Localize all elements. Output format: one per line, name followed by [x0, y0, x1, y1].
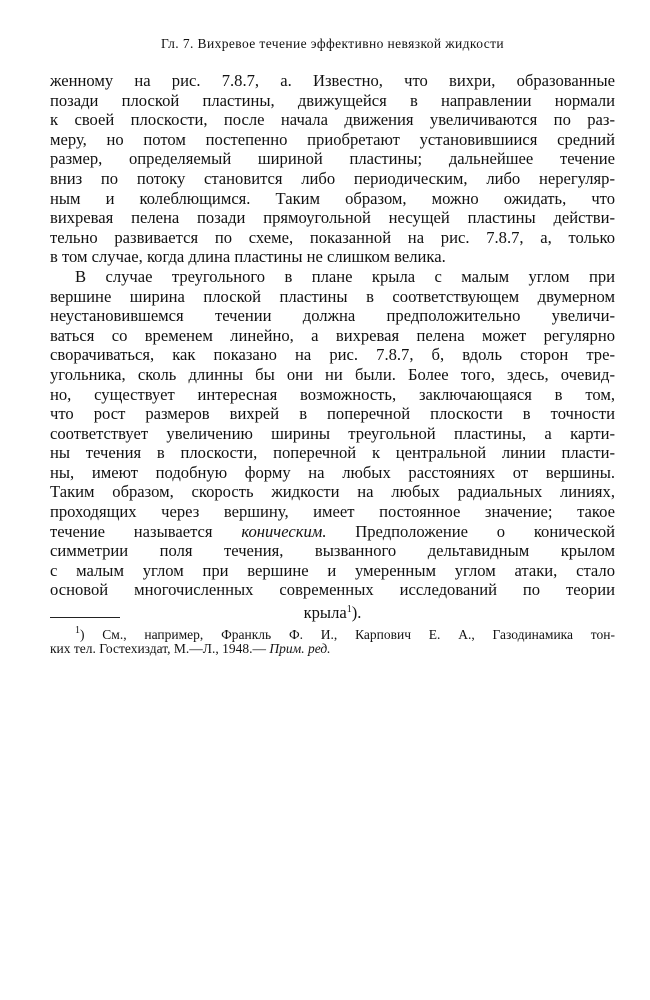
- text-line: ны течения в плоскости, поперечной к центральной линии пласти-: [50, 443, 615, 463]
- text-line: но, существует интересная возможность, заключающаяся в том,: [50, 384, 615, 404]
- text-line: женному на рис. 7.8.7, а. Известно, что вихри, образованные: [50, 71, 615, 90]
- text-line: ны, имеют подобную форму на любых расстояниях от вершины.: [50, 462, 615, 482]
- text-line: проходящих через вершину, имеет постоянное значение; такое: [50, 502, 615, 522]
- text-line: с малым углом при вершине и умеренным углом атаки, стало: [50, 560, 615, 580]
- text-line: вниз по потоку становится либо периодическим, либо нерегуляр-: [50, 168, 615, 188]
- text-run: течение называется: [50, 521, 242, 541]
- text-line: к своей плоскости, после начала движения увеличиваются по раз-: [50, 110, 615, 130]
- footnote-mark: 1: [75, 625, 80, 636]
- paragraph-2: [50, 266, 615, 623]
- running-header: Гл. 7. Вихревое течение эффективно невязкой жидкости: [160, 36, 505, 51]
- text-line: симметрии поля течения, вызванного дельтавидным крылом: [50, 541, 615, 561]
- text-line: что рост размеров вихрей в поперечной плоскости в точности: [50, 404, 615, 424]
- text-run: ) См., например, Франкль Ф. И., Карпович Е. А., Газодинамика тон-: [80, 627, 615, 642]
- text-run: ).: [351, 603, 362, 623]
- editor-note: Прим. ред.: [269, 641, 331, 656]
- text-line: В случае треугольного в плане крыла с малым углом при: [75, 266, 615, 286]
- footnote-reference[interactable]: 1: [346, 604, 352, 616]
- text-line: Таким образом, скорость жидкости на любых радиальных линиях,: [50, 482, 615, 502]
- body-text: [50, 71, 615, 623]
- text-run: крыла: [303, 603, 347, 623]
- text-line: позади плоской пластины, движущейся в направлении нормали: [50, 90, 615, 110]
- text-line: тельно развивается по схеме, показанной на рис. 7.8.7, а, только: [50, 227, 615, 247]
- text-line: соответствует увеличению ширины треугольной пластины, а карти-: [50, 423, 615, 443]
- text-line: основой многочисленных современных исследований по теории: [50, 580, 615, 600]
- footnote-divider: [50, 617, 120, 618]
- text-line: неустановившемся течении должна предположительно увеличи-: [50, 306, 615, 326]
- text-line: ваться со временем линейно, а вихревая пелена может регулярно: [50, 325, 615, 345]
- text-line-with-term: [50, 522, 615, 542]
- footnote-line: [50, 622, 615, 640]
- footnote-line: [50, 640, 615, 658]
- paragraph-1: [50, 71, 615, 267]
- text-line: ным и колеблющимся. Таким образом, можно ожидать, что: [50, 188, 615, 208]
- text-line: сворачиваться, как показано на рис. 7.8.7, б, вдоль сторон тре-: [50, 345, 615, 365]
- text-line: меру, но потом постепенно приобретают установившиися средний: [50, 129, 615, 149]
- text-line: вихревая пелена позади прямоугольной несущей пластины действи-: [50, 208, 615, 228]
- footnote: [50, 622, 615, 658]
- text-line: вершине ширина плоской пластины в соответствующем двумерном: [50, 286, 615, 306]
- text-line: в том случае, когда длина пластины не слишком велика.: [50, 247, 446, 267]
- text-run: Предположение о конической: [326, 521, 615, 541]
- italic-term: коническим.: [241, 521, 327, 541]
- text-line-last: [50, 600, 615, 623]
- text-run: ких тел. Гостехиздат, М.—Л., 1948.—: [50, 641, 270, 656]
- text-line: размер, определяемый шириной пластины; дальнейшее течение: [50, 149, 615, 169]
- text-line: угольника, сколь длинны бы они ни были. Более того, здесь, очевид-: [50, 364, 615, 384]
